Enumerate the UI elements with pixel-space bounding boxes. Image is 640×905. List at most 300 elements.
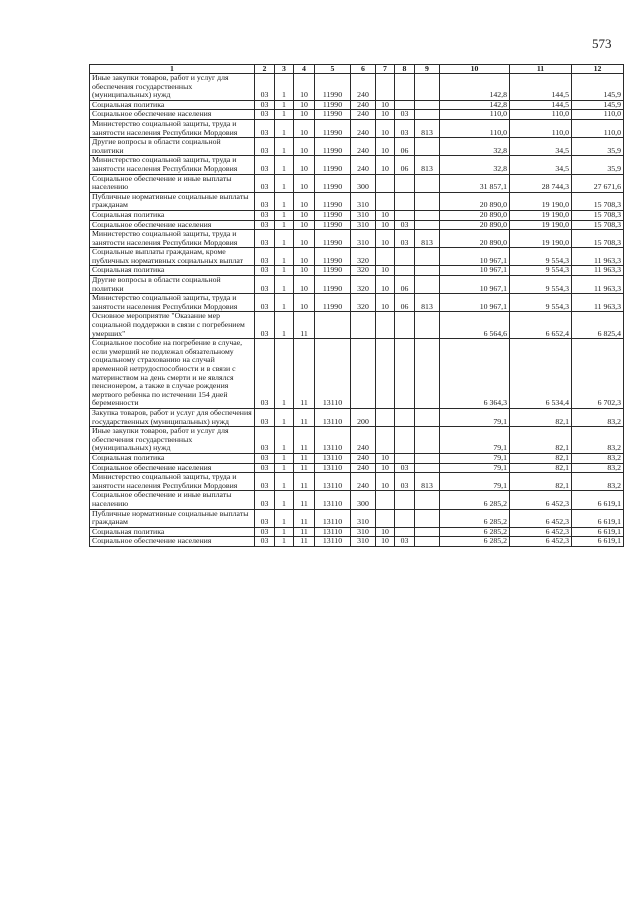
table-cell: 240 <box>351 453 376 463</box>
column-header-4: 4 <box>294 65 315 74</box>
table-cell: 10 <box>294 266 315 276</box>
table-cell: 10 <box>376 156 395 174</box>
table-cell: 10 <box>376 138 395 156</box>
table-cell: 10 <box>376 210 395 220</box>
budget-table <box>89 64 624 547</box>
table-cell: 10 967,1 <box>440 266 510 276</box>
table-cell <box>351 339 376 409</box>
table-cell: 145,9 <box>572 74 624 101</box>
table-cell: 83,2 <box>572 463 624 473</box>
table-cell: 83,2 <box>572 427 624 454</box>
table-cell: 240 <box>351 463 376 473</box>
table-cell: 06 <box>395 138 415 156</box>
table-row <box>90 473 624 491</box>
table-cell: 11 963,3 <box>572 266 624 276</box>
table-cell: 79,1 <box>440 463 510 473</box>
table-cell: 142,8 <box>440 74 510 101</box>
table-cell: 142,8 <box>440 100 510 110</box>
table-row <box>90 276 624 294</box>
table-cell: 15 708,3 <box>572 192 624 210</box>
table-cell: 110,0 <box>510 119 572 137</box>
table-cell: 03 <box>255 537 275 547</box>
table-cell: 320 <box>351 294 376 312</box>
table-cell: 11 <box>294 463 315 473</box>
table-cell: 813 <box>415 156 440 174</box>
table-cell <box>376 339 395 409</box>
table-cell <box>395 427 415 454</box>
table-cell <box>395 210 415 220</box>
table-row <box>90 339 624 409</box>
table-cell: 10 <box>376 276 395 294</box>
table-cell: 11990 <box>315 220 351 230</box>
row-label-cell: Социальное обеспечение населения <box>90 110 255 120</box>
table-cell: 1 <box>275 119 294 137</box>
table-cell: 03 <box>395 463 415 473</box>
table-cell: 03 <box>255 408 275 426</box>
column-header-7: 7 <box>376 65 395 74</box>
table-cell: 10 <box>294 156 315 174</box>
row-label-cell: Публичные нормативные социальные выплаты гражданам <box>90 192 255 210</box>
table-cell: 31 857,1 <box>440 174 510 192</box>
table-cell: 110,0 <box>440 110 510 120</box>
table-cell: 79,1 <box>440 473 510 491</box>
table-cell: 1 <box>275 294 294 312</box>
table-cell: 9 554,3 <box>510 248 572 266</box>
table-cell <box>415 192 440 210</box>
table-row <box>90 509 624 527</box>
table-cell: 10 967,1 <box>440 248 510 266</box>
table-cell: 03 <box>255 119 275 137</box>
table-cell: 03 <box>255 339 275 409</box>
table-cell: 10 <box>376 230 395 248</box>
table-cell <box>415 537 440 547</box>
table-cell <box>395 408 415 426</box>
table-cell: 240 <box>351 138 376 156</box>
table-cell <box>415 463 440 473</box>
table-cell: 6 452,3 <box>510 509 572 527</box>
table-cell: 310 <box>351 192 376 210</box>
table-cell: 34,5 <box>510 156 572 174</box>
table-cell <box>415 174 440 192</box>
table-cell: 6 825,4 <box>572 312 624 339</box>
table-cell: 1 <box>275 491 294 509</box>
table-cell: 03 <box>255 138 275 156</box>
table-cell: 1 <box>275 156 294 174</box>
table-cell: 240 <box>351 473 376 491</box>
table-cell: 813 <box>415 294 440 312</box>
table-cell: 35,9 <box>572 138 624 156</box>
table-cell: 1 <box>275 192 294 210</box>
table-cell: 82,1 <box>510 463 572 473</box>
table-cell <box>376 312 395 339</box>
table-cell: 813 <box>415 230 440 248</box>
table-row <box>90 74 624 101</box>
table-cell: 82,1 <box>510 473 572 491</box>
table-cell: 11 <box>294 312 315 339</box>
table-cell: 83,2 <box>572 473 624 491</box>
table-cell: 13110 <box>315 453 351 463</box>
table-cell: 300 <box>351 174 376 192</box>
table-cell: 34,5 <box>510 138 572 156</box>
table-cell: 79,1 <box>440 453 510 463</box>
table-cell: 03 <box>255 110 275 120</box>
table-cell <box>415 527 440 537</box>
table-cell: 11990 <box>315 174 351 192</box>
table-cell: 11 963,3 <box>572 276 624 294</box>
table-cell: 20 890,0 <box>440 230 510 248</box>
table-cell: 13110 <box>315 408 351 426</box>
table-cell: 11 <box>294 339 315 409</box>
table-cell: 200 <box>351 408 376 426</box>
table-cell: 11 <box>294 408 315 426</box>
table-cell <box>415 110 440 120</box>
table-cell: 1 <box>275 100 294 110</box>
table-cell: 83,2 <box>572 453 624 463</box>
table-cell <box>376 74 395 101</box>
table-cell: 03 <box>255 248 275 266</box>
table-cell <box>415 220 440 230</box>
table-cell: 13110 <box>315 427 351 454</box>
table-cell: 10 <box>376 266 395 276</box>
table-cell: 1 <box>275 473 294 491</box>
table-cell: 13110 <box>315 537 351 547</box>
table-cell <box>395 174 415 192</box>
table-cell <box>415 74 440 101</box>
table-cell: 11990 <box>315 138 351 156</box>
table-cell: 813 <box>415 119 440 137</box>
table-cell: 20 890,0 <box>440 210 510 220</box>
table-cell: 110,0 <box>510 110 572 120</box>
table-cell <box>395 509 415 527</box>
table-cell: 11990 <box>315 210 351 220</box>
table-cell <box>351 312 376 339</box>
table-cell: 144,5 <box>510 100 572 110</box>
table-cell <box>395 192 415 210</box>
table-cell: 240 <box>351 74 376 101</box>
table-cell: 10 <box>376 527 395 537</box>
table-cell <box>395 74 415 101</box>
column-header-6: 6 <box>351 65 376 74</box>
table-cell: 03 <box>255 156 275 174</box>
table-cell: 20 890,0 <box>440 192 510 210</box>
table-cell: 03 <box>395 119 415 137</box>
table-cell: 13110 <box>315 509 351 527</box>
row-label-cell: Основное мероприятие "Оказание мер социальной поддержки в связи с погребением умерших" <box>90 312 255 339</box>
table-cell: 11990 <box>315 119 351 137</box>
table-cell: 03 <box>255 100 275 110</box>
table-row <box>90 537 624 547</box>
table-row <box>90 174 624 192</box>
table-cell: 10 <box>376 119 395 137</box>
table-cell: 79,1 <box>440 427 510 454</box>
table-cell: 10 <box>376 110 395 120</box>
table-cell: 11 <box>294 537 315 547</box>
table-cell: 310 <box>351 220 376 230</box>
table-cell: 03 <box>255 527 275 537</box>
table-cell: 82,1 <box>510 453 572 463</box>
table-cell: 03 <box>255 509 275 527</box>
table-cell: 240 <box>351 100 376 110</box>
table-cell: 10 <box>376 294 395 312</box>
table-cell: 10 <box>294 138 315 156</box>
table-cell: 28 744,3 <box>510 174 572 192</box>
table-cell: 15 708,3 <box>572 220 624 230</box>
table-cell: 03 <box>255 491 275 509</box>
table-row <box>90 248 624 266</box>
table-cell: 1 <box>275 537 294 547</box>
table-cell: 82,1 <box>510 408 572 426</box>
table-cell: 03 <box>255 453 275 463</box>
table-cell: 13110 <box>315 339 351 409</box>
table-cell: 06 <box>395 156 415 174</box>
table-cell: 10 <box>294 276 315 294</box>
table-cell: 11990 <box>315 100 351 110</box>
row-label-cell: Министерство социальной защиты, труда и занятости населения Республики Мордовия <box>90 473 255 491</box>
table-cell <box>376 509 395 527</box>
row-label-cell: Министерство социальной защиты, труда и занятости населения Республики Мордовия <box>90 230 255 248</box>
table-cell: 11990 <box>315 294 351 312</box>
table-cell <box>415 266 440 276</box>
table-cell: 1 <box>275 174 294 192</box>
table-cell: 20 890,0 <box>440 220 510 230</box>
table-cell: 240 <box>351 119 376 137</box>
table-cell: 06 <box>395 294 415 312</box>
table-cell: 1 <box>275 453 294 463</box>
row-label-cell: Социальная политика <box>90 100 255 110</box>
table-cell: 6 619,1 <box>572 537 624 547</box>
table-cell: 240 <box>351 427 376 454</box>
table-cell <box>376 408 395 426</box>
table-cell: 03 <box>395 473 415 491</box>
table-cell: 11 <box>294 427 315 454</box>
table-cell: 1 <box>275 427 294 454</box>
column-header-5: 5 <box>315 65 351 74</box>
table-cell: 11 <box>294 509 315 527</box>
table-cell: 32,8 <box>440 138 510 156</box>
table-cell: 6 534,4 <box>510 339 572 409</box>
table-cell: 145,9 <box>572 100 624 110</box>
table-cell: 10 <box>376 100 395 110</box>
table-cell: 9 554,3 <box>510 276 572 294</box>
table-cell: 03 <box>395 537 415 547</box>
table-cell: 1 <box>275 527 294 537</box>
table-cell: 1 <box>275 276 294 294</box>
table-cell: 10 <box>294 248 315 266</box>
table-cell: 03 <box>255 230 275 248</box>
table-row <box>90 312 624 339</box>
table-cell: 35,9 <box>572 156 624 174</box>
table-cell: 83,2 <box>572 408 624 426</box>
table-cell: 11990 <box>315 266 351 276</box>
column-header-9: 9 <box>415 65 440 74</box>
table-cell: 10 <box>294 174 315 192</box>
table-cell: 11 963,3 <box>572 248 624 266</box>
table-cell: 03 <box>255 220 275 230</box>
column-header-1: 1 <box>90 65 255 74</box>
table-cell: 6 652,4 <box>510 312 572 339</box>
table-cell: 310 <box>351 230 376 248</box>
table-cell <box>415 248 440 266</box>
table-cell: 03 <box>395 110 415 120</box>
table-cell: 10 <box>294 110 315 120</box>
table-cell: 03 <box>255 174 275 192</box>
table-cell: 03 <box>395 220 415 230</box>
table-cell <box>415 509 440 527</box>
table-cell <box>395 312 415 339</box>
table-cell: 03 <box>255 473 275 491</box>
row-label-cell: Закупка товаров, работ и услуг для обеспечения государственных (муниципальных) нужд <box>90 408 255 426</box>
table-cell: 6 619,1 <box>572 491 624 509</box>
table-cell: 110,0 <box>440 119 510 137</box>
table-row <box>90 294 624 312</box>
table-cell: 10 <box>376 463 395 473</box>
table-row <box>90 210 624 220</box>
table-cell: 1 <box>275 248 294 266</box>
table-cell <box>395 248 415 266</box>
table-cell: 320 <box>351 266 376 276</box>
table-cell <box>415 408 440 426</box>
table-cell: 1 <box>275 210 294 220</box>
table-cell: 10 <box>294 230 315 248</box>
table-cell: 1 <box>275 312 294 339</box>
table-cell <box>376 491 395 509</box>
table-row <box>90 119 624 137</box>
table-cell: 13110 <box>315 463 351 473</box>
table-cell <box>376 427 395 454</box>
column-header-8: 8 <box>395 65 415 74</box>
table-row <box>90 491 624 509</box>
table-cell: 1 <box>275 138 294 156</box>
table-cell: 10 <box>294 294 315 312</box>
row-label-cell: Социальное обеспечение населения <box>90 463 255 473</box>
table-cell: 1 <box>275 220 294 230</box>
row-label-cell: Министерство социальной защиты, труда и занятости населения Республики Мордовия <box>90 294 255 312</box>
table-cell: 240 <box>351 110 376 120</box>
table-cell: 240 <box>351 156 376 174</box>
table-cell: 310 <box>351 210 376 220</box>
column-header-2: 2 <box>255 65 275 74</box>
table-cell: 6 452,3 <box>510 527 572 537</box>
table-cell: 11990 <box>315 110 351 120</box>
table-cell: 320 <box>351 276 376 294</box>
table-row <box>90 453 624 463</box>
table-cell: 11 <box>294 453 315 463</box>
table-cell: 19 190,0 <box>510 230 572 248</box>
row-label-cell: Другие вопросы в области социальной политики <box>90 276 255 294</box>
table-cell: 9 554,3 <box>510 294 572 312</box>
row-label-cell: Социальное пособие на погребение в случае, если умерший не подлежал обязательному социальному страхованию на случай временной нетрудоспособности и в связи с материнством на день смерти и не являлся пенсионером, а также в случае рождения мертвого ребенка по истечении 154 дней беременности <box>90 339 255 409</box>
table-cell <box>415 453 440 463</box>
table-cell: 6 452,3 <box>510 491 572 509</box>
table-cell: 03 <box>395 230 415 248</box>
table-cell <box>415 100 440 110</box>
table-cell: 6 285,2 <box>440 537 510 547</box>
row-label-cell: Публичные нормативные социальные выплаты гражданам <box>90 509 255 527</box>
table-cell: 03 <box>255 312 275 339</box>
table-cell: 1 <box>275 110 294 120</box>
table-row <box>90 230 624 248</box>
table-cell: 10 <box>294 192 315 210</box>
table-cell: 32,8 <box>440 156 510 174</box>
table-cell: 1 <box>275 74 294 101</box>
row-label-cell: Социальная политика <box>90 527 255 537</box>
table-cell: 6 619,1 <box>572 527 624 537</box>
table-cell: 1 <box>275 339 294 409</box>
table-cell: 300 <box>351 491 376 509</box>
table-cell: 03 <box>255 192 275 210</box>
column-header-12: 12 <box>572 65 624 74</box>
table-cell: 320 <box>351 248 376 266</box>
row-label-cell: Социальное обеспечение и иные выплаты населению <box>90 174 255 192</box>
table-cell <box>315 312 351 339</box>
table-cell: 11990 <box>315 248 351 266</box>
table-cell: 11 963,3 <box>572 294 624 312</box>
table-cell: 10 <box>294 119 315 137</box>
table-cell: 110,0 <box>572 119 624 137</box>
table-cell: 1 <box>275 266 294 276</box>
table-cell: 6 702,3 <box>572 339 624 409</box>
table-cell <box>415 312 440 339</box>
table-cell: 11990 <box>315 192 351 210</box>
table-cell: 10 <box>376 473 395 491</box>
table-cell: 144,5 <box>510 74 572 101</box>
table-row <box>90 138 624 156</box>
table-cell: 13110 <box>315 473 351 491</box>
column-header-10: 10 <box>440 65 510 74</box>
table-cell: 6 364,3 <box>440 339 510 409</box>
table-cell: 10 <box>376 453 395 463</box>
table-cell <box>395 339 415 409</box>
table-cell: 27 671,6 <box>572 174 624 192</box>
table-cell: 11 <box>294 473 315 491</box>
row-label-cell: Социальная политика <box>90 210 255 220</box>
table-cell: 9 554,3 <box>510 266 572 276</box>
table-cell <box>415 339 440 409</box>
column-header-11: 11 <box>510 65 572 74</box>
table-cell: 10 <box>376 537 395 547</box>
table-cell <box>415 138 440 156</box>
row-label-cell: Иные закупки товаров, работ и услуг для обеспечения государственных (муниципальных) нужд <box>90 427 255 454</box>
table-cell: 11990 <box>315 74 351 101</box>
table-cell: 813 <box>415 473 440 491</box>
table-cell: 1 <box>275 509 294 527</box>
table-cell: 15 708,3 <box>572 210 624 220</box>
table-cell: 03 <box>255 210 275 220</box>
table-cell: 10 <box>294 100 315 110</box>
table-cell: 11 <box>294 491 315 509</box>
table-cell <box>376 192 395 210</box>
column-header-3: 3 <box>275 65 294 74</box>
table-cell: 1 <box>275 463 294 473</box>
row-label-cell: Социальное обеспечение населения <box>90 220 255 230</box>
table-cell: 6 285,2 <box>440 527 510 537</box>
table-cell: 15 708,3 <box>572 230 624 248</box>
table-cell: 11990 <box>315 230 351 248</box>
table-cell: 6 564,6 <box>440 312 510 339</box>
page-number: 573 <box>592 36 612 51</box>
table-cell: 11 <box>294 527 315 537</box>
row-label-cell: Министерство социальной защиты, труда и занятости населения Республики Мордовия <box>90 119 255 137</box>
row-label-cell: Социальное обеспечение населения <box>90 537 255 547</box>
table-cell: 6 619,1 <box>572 509 624 527</box>
table-cell: 06 <box>395 276 415 294</box>
row-label-cell: Другие вопросы в области социальной политики <box>90 138 255 156</box>
table-cell: 10 <box>294 210 315 220</box>
table-cell: 310 <box>351 537 376 547</box>
table-cell: 10 967,1 <box>440 294 510 312</box>
table-cell: 310 <box>351 527 376 537</box>
table-cell: 6 285,2 <box>440 509 510 527</box>
